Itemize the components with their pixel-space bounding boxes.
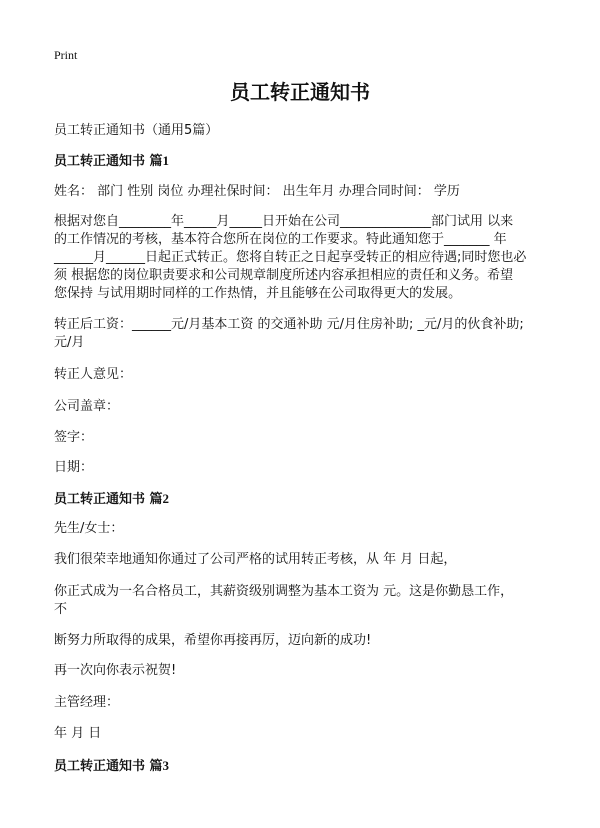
- salary-line: 元/月: [54, 335, 85, 350]
- manager-label: 主管经理：: [54, 695, 120, 710]
- paragraph-line: 根据对您自________年_____月_____日开始在公司______________部门试用 以来: [54, 214, 514, 229]
- salary-line: 转正后工资：______元/月基本工资 的交通补助 元/月住房补助; _元/月的伙食补助;: [54, 317, 524, 332]
- doc-subtitle: 员工转正通知书（通用5篇）: [54, 123, 219, 138]
- date-line: 年 月 日: [54, 726, 102, 741]
- paragraph-line: 我们很荣幸地通知你通过了公司严格的试用转正考核，从 年 月 日起，: [54, 552, 457, 567]
- opinion-label: 转正人意见：: [54, 367, 133, 382]
- paragraph-line: 须 根据您的岗位职责要求和公司规章制度所述内容承担相应的责任和义务。希望: [54, 268, 514, 283]
- paragraph-line: 你正式成为一名合格员工，其薪资级别调整为基本工资为 元。这是你勤恳工作，: [54, 584, 514, 599]
- paragraph-line: ______月______日起正式转正。您将自转正之日起享受转正的相应待遇;同时您也必: [54, 250, 527, 265]
- section-heading-text: 员工转正通知书 篇: [54, 154, 163, 169]
- section-heading-1: [54, 152, 546, 171]
- section-heading-number: 1: [162, 153, 170, 168]
- paragraph-line: 断努力所取得的成果，希望你再接再厉，迈向新的成功!: [54, 633, 372, 648]
- section-heading-3: [54, 757, 546, 776]
- section-heading-number: 3: [162, 758, 170, 773]
- section-heading-text: 员工转正通知书 篇: [54, 492, 163, 507]
- seal-label: 公司盖章：: [54, 399, 120, 414]
- greeting: 先生/女士：: [54, 521, 124, 536]
- paragraph-line: 再一次向你表示祝贺!: [54, 663, 177, 678]
- sign-label: 签字：: [54, 430, 94, 445]
- paragraph-line: 不: [54, 602, 68, 617]
- fields-line: 姓名： 部门 性别 岗位 办理社保时间： 出生年月 办理合同时间： 学历: [54, 184, 460, 199]
- paragraph-line: 的工作情况的考核，基本符合您所在岗位的工作要求。特此通知您于_______ 年: [54, 232, 507, 247]
- section-heading-2: [54, 490, 546, 509]
- page-title: 员工转正通知书: [230, 80, 370, 104]
- paragraph-line: 您保持 与试用期时同样的工作热情，并且能够在公司取得更大的发展。: [54, 286, 462, 301]
- section-heading-text: 员工转正通知书 篇: [54, 759, 163, 774]
- print-label: Print: [54, 48, 78, 62]
- section-heading-number: 2: [162, 491, 170, 506]
- date-label: 日期：: [54, 460, 94, 475]
